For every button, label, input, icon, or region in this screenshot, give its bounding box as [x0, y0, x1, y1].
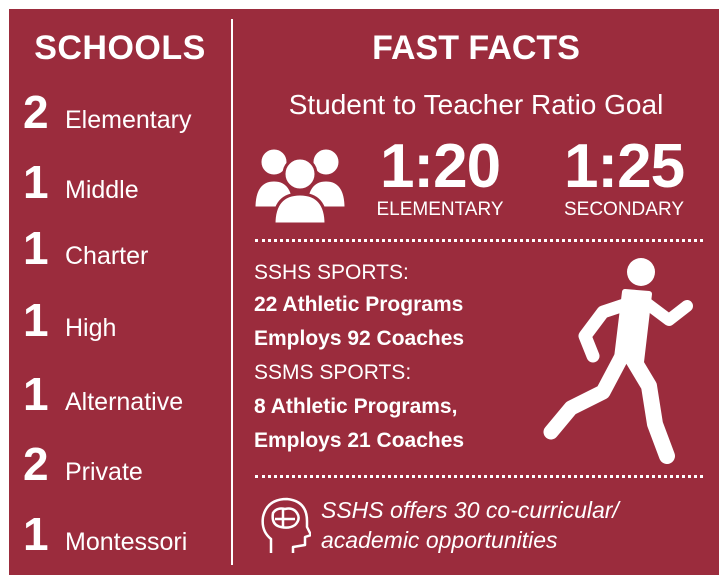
cocurricular-line-2: academic opportunities — [321, 527, 558, 553]
school-count: 1 — [23, 368, 49, 420]
cocurricular-line-1: SSHS offers 30 co-curricular/ — [321, 497, 619, 523]
dotted-divider — [255, 239, 703, 242]
elementary-ratio-block — [365, 134, 515, 220]
school-row-montessori — [23, 507, 187, 563]
people-icon — [252, 144, 348, 226]
runner-icon — [537, 254, 707, 464]
school-row-charter — [23, 221, 148, 277]
secondary-ratio-block — [549, 134, 699, 220]
school-count: 1 — [23, 222, 49, 274]
secondary-ratio: 1:25 — [563, 132, 685, 201]
school-count: 2 — [23, 86, 49, 138]
school-label: Middle — [65, 176, 139, 204]
school-count: 1 — [23, 508, 49, 560]
sshs-programs: 22 Athletic Programs — [254, 293, 464, 316]
infographic-panel — [9, 9, 719, 575]
school-row-high — [23, 293, 116, 349]
school-label: Alternative — [65, 388, 184, 416]
school-label: Private — [65, 458, 143, 486]
brain-icon — [259, 495, 311, 555]
secondary-label: SECONDARY — [563, 199, 684, 220]
school-count: 2 — [23, 438, 49, 490]
sshs-coaches: Employs 92 Coaches — [254, 327, 465, 350]
ssms-sports-heading: SSMS SPORTS: — [254, 361, 412, 384]
school-row-middle — [23, 155, 139, 211]
ssms-programs: 8 Athletic Programs, — [254, 395, 458, 418]
school-label: Charter — [65, 242, 149, 270]
dotted-divider — [255, 475, 703, 478]
cocurricular-text — [321, 495, 701, 555]
schools-title: SCHOOLS — [34, 29, 206, 67]
school-label: Elementary — [65, 106, 192, 134]
elementary-ratio: 1:20 — [379, 132, 501, 201]
school-row-private — [23, 437, 143, 493]
school-row-alternative — [23, 367, 183, 423]
fast-facts-title: FAST FACTS — [372, 29, 580, 67]
school-row-elementary — [23, 85, 191, 141]
school-count: 1 — [23, 294, 49, 346]
ratio-goal-heading: Student to Teacher Ratio Goal — [288, 89, 664, 120]
sshs-sports-heading: SSHS SPORTS: — [254, 261, 409, 284]
school-count: 1 — [23, 156, 49, 208]
school-label: High — [65, 314, 117, 342]
ssms-coaches: Employs 21 Coaches — [254, 429, 465, 452]
school-label: Montessori — [65, 528, 188, 556]
elementary-label: ELEMENTARY — [376, 199, 504, 220]
